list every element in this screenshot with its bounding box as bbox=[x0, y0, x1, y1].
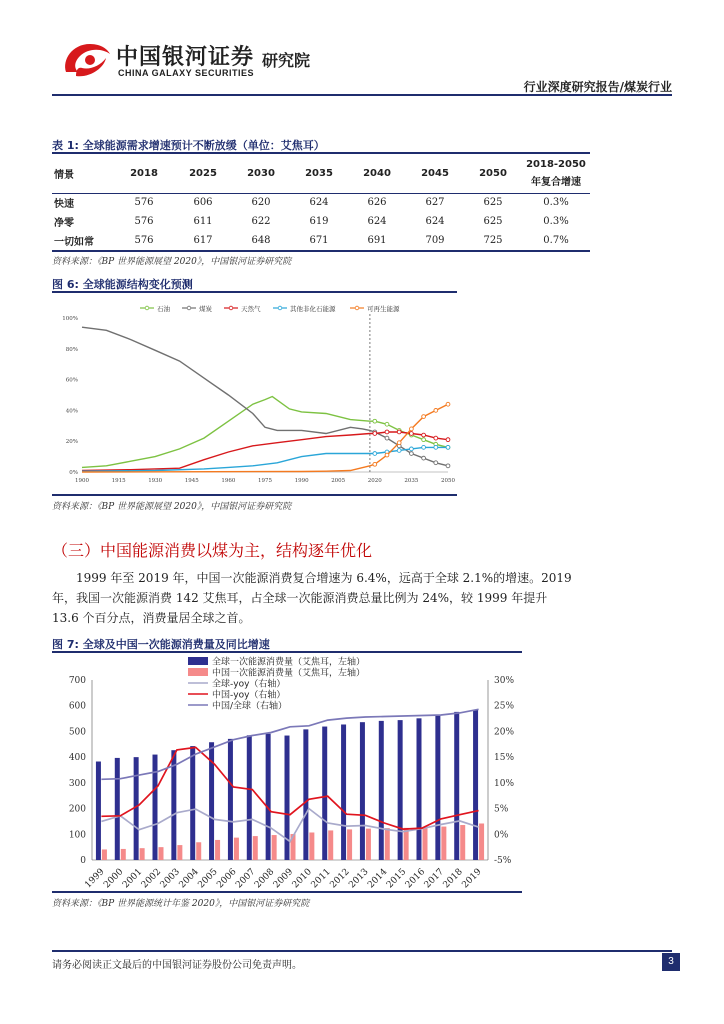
table-cell: 0.3% bbox=[543, 197, 569, 209]
y-tick-label: 20% bbox=[65, 439, 78, 446]
x-tick-label: 2017 bbox=[422, 867, 446, 890]
data-point bbox=[410, 427, 414, 431]
report-type: 行业深度研究报告/煤炭行业 bbox=[523, 80, 672, 94]
x-tick-label: 2002 bbox=[139, 867, 164, 890]
x-tick-label: 2000 bbox=[102, 867, 126, 890]
bar bbox=[479, 823, 484, 860]
bar bbox=[417, 718, 422, 860]
company-name-cn: 中国银河证券 bbox=[116, 45, 255, 70]
table-cell: 620 bbox=[251, 197, 271, 209]
section-paragraph bbox=[52, 568, 672, 628]
paragraph-line: 1999 年至 2019 年，中国一次能源消费复合增速为 6.4%，远高于全球 2.1%的增速。2019 bbox=[76, 571, 572, 585]
table-cell: 709 bbox=[425, 235, 445, 246]
bar bbox=[303, 729, 308, 860]
x-tick-label: 2008 bbox=[252, 867, 277, 890]
table-cell: 725 bbox=[483, 235, 503, 246]
legend-label: 中国-yoy（右轴） bbox=[212, 690, 286, 701]
galaxy-logo-icon bbox=[60, 38, 112, 80]
legend-label: 石油 bbox=[157, 305, 170, 313]
table-cell: 691 bbox=[367, 235, 387, 246]
series-line bbox=[82, 404, 448, 472]
right-tick-label: 25% bbox=[494, 701, 515, 712]
legend-swatch bbox=[188, 668, 208, 676]
bar bbox=[215, 840, 220, 860]
bar bbox=[266, 734, 271, 860]
bar bbox=[435, 716, 440, 860]
year-header: 2018 bbox=[114, 155, 174, 193]
data-point bbox=[397, 441, 401, 445]
bar bbox=[385, 828, 390, 860]
data-point bbox=[373, 452, 377, 456]
table-cell: 624 bbox=[309, 197, 329, 209]
data-point bbox=[385, 422, 389, 426]
x-tick-label: 2003 bbox=[158, 867, 182, 890]
left-tick-label: 100 bbox=[68, 830, 86, 841]
right-tick-label: 20% bbox=[494, 727, 515, 738]
series-line bbox=[101, 809, 478, 842]
data-point bbox=[446, 438, 450, 442]
legend-marker bbox=[278, 306, 282, 310]
x-tick-label: 1945 bbox=[184, 478, 199, 484]
data-point bbox=[422, 456, 426, 460]
table-cell: 0.7% bbox=[543, 235, 569, 246]
data-point bbox=[446, 464, 450, 468]
left-tick-label: 200 bbox=[68, 804, 86, 815]
table-row bbox=[52, 193, 590, 212]
year-header: 2030 bbox=[232, 155, 290, 193]
left-tick-label: 400 bbox=[68, 753, 86, 764]
bar bbox=[473, 710, 478, 860]
table-cell: 576 bbox=[134, 235, 154, 246]
data-point bbox=[385, 436, 389, 440]
bar bbox=[328, 830, 333, 860]
footer-rule bbox=[52, 950, 672, 952]
x-tick-label: 2050 bbox=[441, 478, 455, 484]
x-tick-label: 1999 bbox=[83, 867, 107, 890]
x-tick-label: 2010 bbox=[290, 867, 314, 890]
right-tick-label: 30% bbox=[494, 676, 515, 686]
table-cell: 576 bbox=[134, 216, 154, 227]
right-tick-label: 15% bbox=[494, 753, 515, 764]
bar bbox=[177, 845, 182, 860]
left-tick-label: 600 bbox=[68, 701, 86, 712]
bar bbox=[441, 827, 446, 860]
data-point bbox=[422, 438, 426, 442]
x-tick-label: 2006 bbox=[215, 867, 239, 890]
bar bbox=[228, 739, 233, 860]
bar bbox=[366, 829, 371, 860]
header-rule bbox=[52, 94, 672, 96]
figure6-bottom-rule bbox=[52, 494, 457, 496]
legend-label: 中国/全球（右轴） bbox=[212, 701, 288, 712]
legend-marker bbox=[187, 306, 191, 310]
data-point bbox=[385, 453, 389, 457]
bar bbox=[341, 724, 346, 860]
paragraph-line: 年，我国一次能源消费 142 艾焦耳，占全球一次能源消费总量比例为 24%，较 1999 年提升 bbox=[52, 591, 548, 605]
bar bbox=[102, 849, 107, 860]
table1-source: 资料来源：《BP 世界能源展望 2020》，中国银河证券研究院 bbox=[52, 257, 292, 267]
data-point bbox=[422, 445, 426, 449]
table-row bbox=[52, 231, 590, 250]
x-tick-label: 2001 bbox=[120, 867, 145, 890]
table-cell: 626 bbox=[367, 197, 387, 209]
bar bbox=[159, 847, 164, 860]
energy-structure-chart bbox=[52, 296, 457, 492]
data-point bbox=[434, 409, 438, 413]
table-header-row bbox=[52, 155, 590, 193]
figure7-top-rule bbox=[52, 651, 522, 653]
data-point bbox=[410, 432, 414, 436]
cagr-header-line1: 2018-2050 bbox=[526, 158, 586, 170]
table-cell: 0.3% bbox=[543, 216, 569, 227]
bar bbox=[454, 712, 459, 860]
data-point bbox=[434, 436, 438, 440]
series-line bbox=[82, 327, 448, 466]
x-tick-label: 1930 bbox=[148, 478, 163, 484]
bar bbox=[347, 829, 352, 860]
bar bbox=[423, 827, 428, 860]
figure7-source: 资料来源：《BP 世界能源统计年鉴 2020》，中国银河证券研究院 bbox=[52, 899, 310, 909]
figure6-caption: 图 6: 全球能源结构变化预测 bbox=[52, 278, 193, 291]
right-tick-label: 5% bbox=[494, 804, 509, 815]
data-point bbox=[434, 461, 438, 465]
section-heading: （三）中国能源消费以煤为主，结构逐年优化 bbox=[52, 541, 373, 560]
legend-marker bbox=[355, 306, 359, 310]
year-header: 2050 bbox=[464, 155, 522, 193]
figure6-top-rule bbox=[52, 291, 457, 293]
right-tick-label: 10% bbox=[494, 778, 515, 789]
scenario-name: 净零 bbox=[54, 218, 74, 229]
data-point bbox=[434, 445, 438, 449]
x-tick-label: 2009 bbox=[271, 867, 296, 890]
table-cell: 622 bbox=[251, 216, 271, 227]
y-tick-label: 60% bbox=[65, 377, 78, 384]
data-point bbox=[397, 430, 401, 434]
data-point bbox=[446, 445, 450, 449]
x-tick-label: 2016 bbox=[403, 867, 428, 890]
y-tick-label: 40% bbox=[65, 408, 78, 415]
left-tick-label: 500 bbox=[68, 727, 86, 738]
data-point bbox=[373, 419, 377, 423]
right-tick-label: 0% bbox=[494, 830, 509, 841]
y-tick-label: 100% bbox=[62, 316, 78, 322]
x-tick-label: 2015 bbox=[384, 867, 409, 890]
table-cell: 624 bbox=[425, 216, 445, 227]
table1-top-rule bbox=[52, 152, 590, 154]
bar bbox=[96, 762, 101, 860]
table-row bbox=[52, 212, 590, 231]
footer-disclaimer: 请务必阅读正文最后的中国银河证券股份公司免责声明。 bbox=[52, 960, 302, 971]
table-cell: 627 bbox=[425, 197, 445, 209]
x-tick-label: 2011 bbox=[309, 867, 333, 890]
data-point bbox=[373, 432, 377, 436]
x-tick-label: 1990 bbox=[294, 478, 309, 484]
bar bbox=[153, 755, 158, 860]
bar bbox=[253, 836, 258, 860]
institute-label: 研究院 bbox=[262, 51, 311, 70]
x-tick-label: 2004 bbox=[177, 867, 201, 890]
bar bbox=[247, 735, 252, 860]
legend-label: 全球一次能源消费量（艾焦耳，左轴） bbox=[212, 657, 366, 668]
bar bbox=[190, 746, 195, 860]
scenario-name: 一切如常 bbox=[54, 237, 94, 248]
table-cell: 625 bbox=[483, 216, 503, 227]
x-tick-label: 2013 bbox=[347, 867, 371, 890]
bar bbox=[379, 721, 384, 860]
data-point bbox=[397, 449, 401, 453]
bar bbox=[309, 832, 314, 860]
legend-label: 煤炭 bbox=[199, 305, 212, 313]
series-line bbox=[101, 709, 478, 779]
scenario-name: 快速 bbox=[54, 199, 74, 211]
y-tick-label: 0% bbox=[69, 470, 78, 476]
figure7-caption: 图 7: 全球及中国一次能源消费量及同比增速 bbox=[52, 638, 270, 651]
year-header: 2035 bbox=[290, 155, 348, 193]
x-tick-label: 2020 bbox=[367, 478, 382, 484]
legend-swatch bbox=[188, 657, 208, 665]
right-tick-label: -5% bbox=[494, 856, 512, 866]
figure6-source: 资料来源：《BP 世界能源展望 2020》，中国银河证券研究院 bbox=[52, 502, 292, 512]
x-tick-label: 2012 bbox=[328, 867, 352, 890]
legend-marker bbox=[145, 306, 149, 310]
x-tick-label: 1900 bbox=[75, 478, 89, 484]
data-point bbox=[446, 402, 450, 406]
data-point bbox=[410, 452, 414, 456]
page-number: 3 bbox=[662, 953, 680, 971]
table-cell: 617 bbox=[193, 235, 213, 246]
bar bbox=[322, 727, 327, 860]
legend-label: 其他非化石能源 bbox=[290, 305, 336, 313]
x-tick-label: 1975 bbox=[258, 478, 272, 484]
x-tick-label: 2019 bbox=[460, 867, 484, 890]
x-tick-label: 2007 bbox=[234, 867, 258, 890]
table1-bottom-rule bbox=[52, 250, 590, 252]
data-point bbox=[373, 462, 377, 466]
year-header: 2045 bbox=[406, 155, 464, 193]
legend-label: 全球-yoy（右轴） bbox=[212, 679, 286, 690]
energy-demand-table bbox=[52, 155, 590, 250]
cagr-header-line2: 年复合增速 bbox=[531, 176, 581, 188]
left-tick-label: 700 bbox=[68, 676, 86, 686]
left-tick-label: 300 bbox=[68, 778, 86, 789]
paragraph-line: 13.6 个百分点，消费量居全球之首。 bbox=[52, 611, 251, 625]
bar bbox=[398, 720, 403, 860]
legend-label: 中国一次能源消费量（艾焦耳，左轴） bbox=[212, 668, 366, 679]
data-point bbox=[385, 430, 389, 434]
data-point bbox=[422, 415, 426, 419]
cagr-header bbox=[522, 155, 590, 193]
bar bbox=[360, 722, 365, 860]
x-tick-label: 2035 bbox=[404, 478, 419, 484]
data-point bbox=[422, 433, 426, 437]
bar bbox=[140, 848, 145, 860]
figure7-bottom-rule bbox=[52, 891, 522, 893]
table-cell: 624 bbox=[367, 216, 387, 227]
bar bbox=[196, 842, 201, 860]
left-tick-label: 0 bbox=[80, 856, 86, 866]
legend-label: 可再生能源 bbox=[367, 305, 400, 313]
table-cell: 611 bbox=[193, 216, 213, 227]
table-cell: 625 bbox=[483, 197, 503, 209]
table-cell: 671 bbox=[309, 235, 329, 246]
series-line bbox=[82, 447, 448, 471]
table1-caption: 表 1: 全球能源需求增速预计不断放缓（单位：艾焦耳） bbox=[52, 139, 325, 152]
data-point bbox=[410, 447, 414, 451]
table-cell: 606 bbox=[193, 197, 213, 209]
x-tick-label: 2014 bbox=[366, 867, 390, 890]
x-tick-label: 1960 bbox=[221, 478, 236, 484]
company-name-en: CHINA GALAXY SECURITIES bbox=[118, 68, 255, 78]
year-header: 2025 bbox=[174, 155, 232, 193]
series-line bbox=[101, 747, 478, 829]
year-header: 2040 bbox=[348, 155, 406, 193]
bar bbox=[272, 835, 277, 860]
table-cell: 576 bbox=[134, 197, 154, 209]
bar bbox=[234, 838, 239, 860]
x-tick-label: 1915 bbox=[111, 478, 126, 484]
x-tick-label: 2005 bbox=[331, 478, 346, 484]
bar bbox=[115, 758, 120, 860]
energy-consumption-chart bbox=[52, 654, 522, 890]
legend-label: 天然气 bbox=[241, 305, 261, 313]
legend-marker bbox=[229, 306, 233, 310]
y-tick-label: 80% bbox=[65, 346, 78, 353]
table-cell: 619 bbox=[309, 216, 329, 227]
bar bbox=[460, 825, 465, 860]
bar bbox=[404, 828, 409, 860]
x-tick-label: 2005 bbox=[196, 867, 220, 890]
table-cell: 648 bbox=[251, 235, 271, 246]
bar bbox=[121, 849, 126, 860]
x-tick-label: 2018 bbox=[441, 867, 465, 890]
scenario-header: 情景 bbox=[52, 155, 114, 193]
